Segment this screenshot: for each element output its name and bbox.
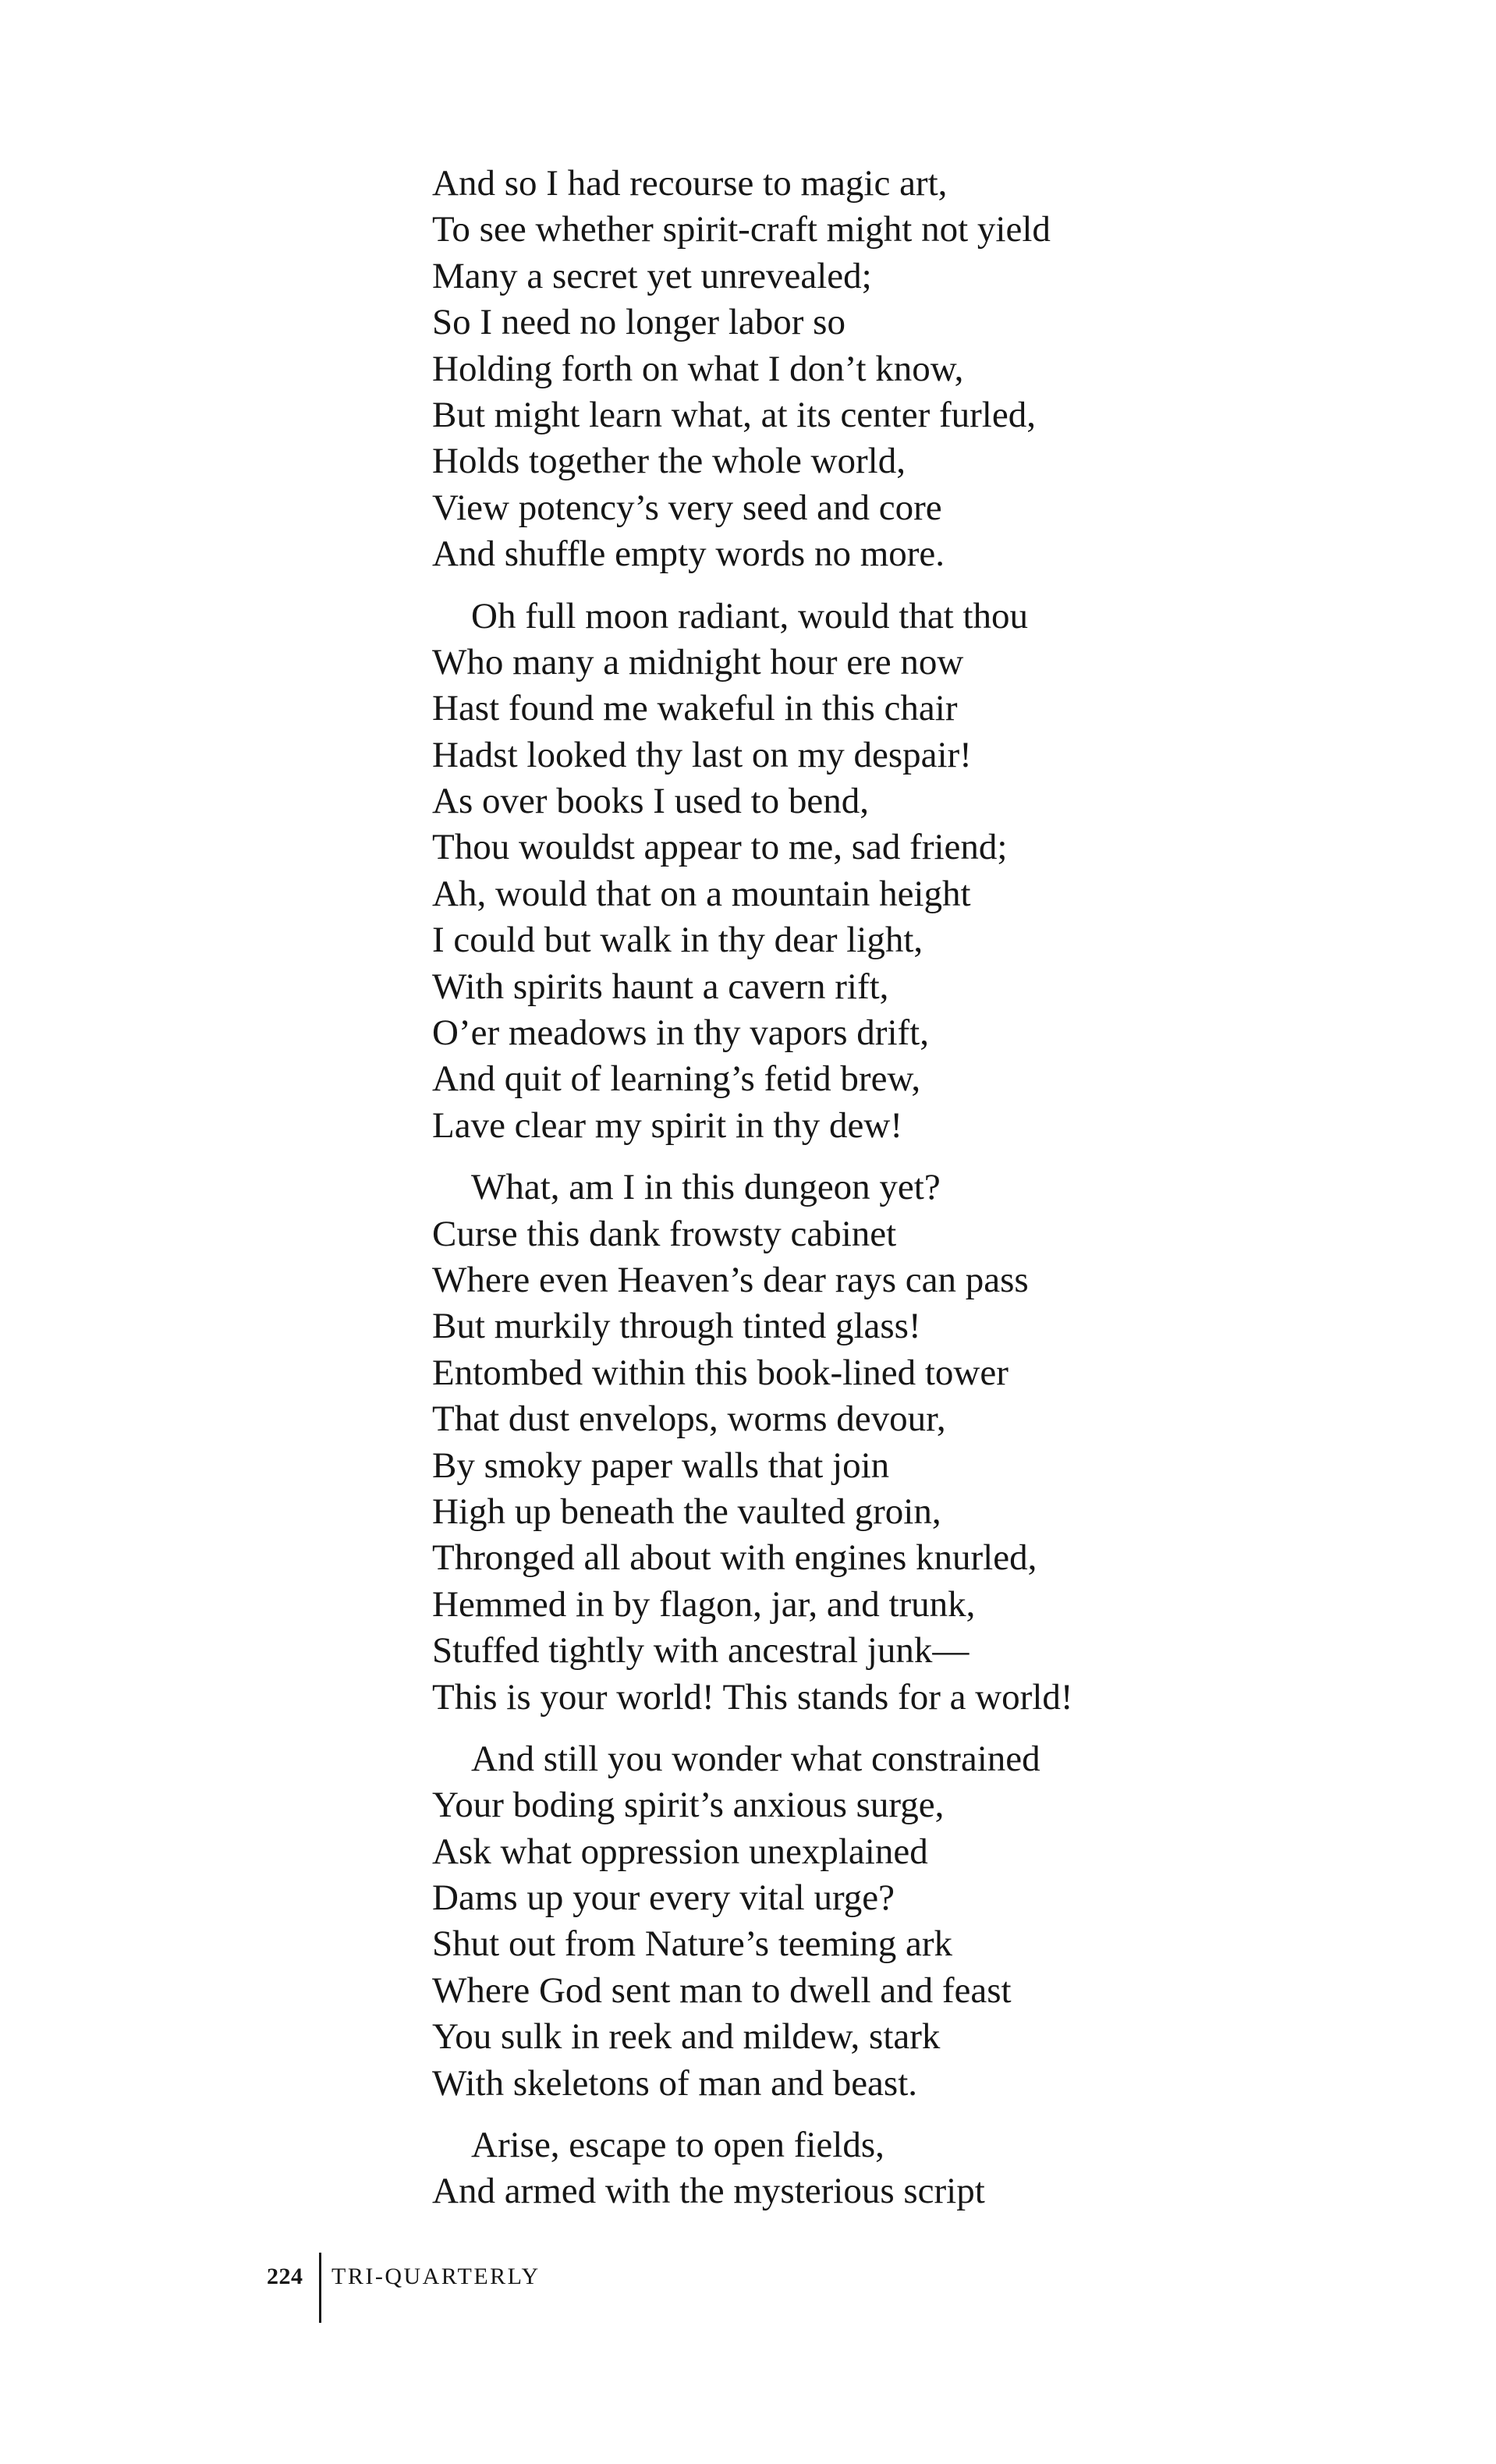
verse-line: With spirits haunt a cavern rift, xyxy=(432,966,889,1007)
verse-line: And quit of learning’s fetid brew, xyxy=(432,1058,921,1100)
verse-line: Shut out from Nature’s teeming ark xyxy=(432,1923,952,1965)
verse-line: Holds together the whole world, xyxy=(432,441,906,482)
verse-line: Who many a midnight hour ere now xyxy=(432,641,964,682)
stanza-5 xyxy=(432,2122,1407,2215)
verse-line: Thou wouldst appear to me, sad friend; xyxy=(432,827,1008,868)
stanza-2 xyxy=(432,594,1407,1150)
stanza-3 xyxy=(432,1165,1407,1721)
verse-line: Hadst looked thy last on my despair! xyxy=(432,734,972,775)
verse-line: Thronged all about with engines knurled, xyxy=(432,1537,1037,1579)
verse-line: Arise, escape to open fields, xyxy=(471,2125,884,2166)
verse-line: Many a secret yet unrevealed; xyxy=(432,255,872,296)
verse-line: As over books I used to bend, xyxy=(432,781,870,822)
verse-line: View potency’s very seed and core xyxy=(432,487,942,528)
verse-line: Entombed within this book-lined tower xyxy=(432,1352,1009,1393)
verse-line: To see whether spirit-craft might not yield xyxy=(432,209,1051,250)
verse-line: But might learn what, at its center furled, xyxy=(432,394,1036,435)
verse-line: Hemmed in by flagon, jar, and trunk, xyxy=(432,1583,976,1625)
verse-line: High up beneath the vaulted groin, xyxy=(432,1491,941,1532)
footer-divider xyxy=(319,2253,321,2323)
verse-line: Stuffed tightly with ancestral junk— xyxy=(432,1630,970,1672)
verse-line: Curse this dank frowsty cabinet xyxy=(432,1213,897,1254)
verse-line: And armed with the mysterious script xyxy=(432,2171,985,2212)
running-head: TRI-QUARTERLY xyxy=(331,2264,541,2289)
verse-line: Ah, would that on a mountain height xyxy=(432,873,971,914)
verse-line: With skeletons of man and beast. xyxy=(432,2062,918,2104)
verse-line: Holding forth on what I don’t know, xyxy=(432,348,964,389)
verse-line: And so I had recourse to magic art, xyxy=(432,163,948,204)
verse-line: And shuffle empty words no more. xyxy=(432,534,945,575)
verse-line: What, am I in this dungeon yet? xyxy=(471,1167,941,1208)
verse-line: That dust envelops, worms devour, xyxy=(432,1399,946,1440)
verse-line: Ask what oppression unexplained xyxy=(432,1831,928,1872)
verse-line: But murkily through tinted glass! xyxy=(432,1306,921,1347)
page-number: 224 xyxy=(267,2264,303,2289)
verse-line: This is your world! This stands for a world! xyxy=(432,1676,1073,1718)
stanza-1 xyxy=(432,161,1407,578)
verse-line: Your boding spirit’s anxious surge, xyxy=(432,1785,945,1826)
poem-text xyxy=(432,161,1407,2231)
page-footer xyxy=(0,2253,1496,2323)
verse-line: And still you wonder what constrained xyxy=(471,1738,1040,1779)
verse-line: Dams up your every vital urge? xyxy=(432,1877,895,1919)
stanza-4 xyxy=(432,1736,1407,2107)
verse-line: By smoky paper walls that join xyxy=(432,1445,890,1486)
verse-line: So I need no longer labor so xyxy=(432,302,845,343)
verse-line: You sulk in reek and mildew, stark xyxy=(432,2016,941,2058)
verse-line: Oh full moon radiant, would that thou xyxy=(471,595,1029,636)
verse-line: I could but walk in thy dear light, xyxy=(432,920,923,961)
verse-line: O’er meadows in thy vapors drift, xyxy=(432,1012,929,1054)
verse-line: Where even Heaven’s dear rays can pass xyxy=(432,1259,1029,1300)
verse-line: Hast found me wakeful in this chair xyxy=(432,688,958,729)
verse-line: Lave clear my spirit in thy dew! xyxy=(432,1104,902,1146)
verse-line: Where God sent man to dwell and feast xyxy=(432,1969,1012,2011)
